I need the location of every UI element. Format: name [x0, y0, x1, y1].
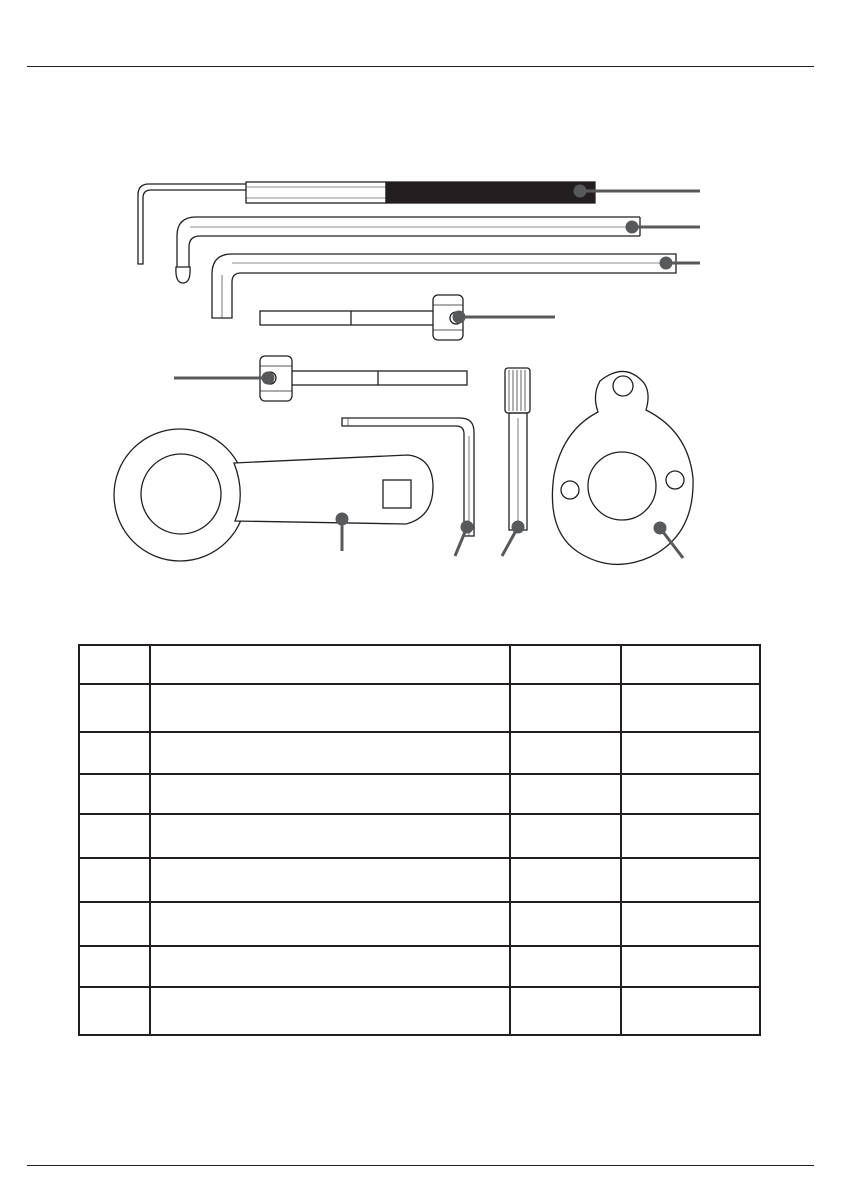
- locking-pin-right-head: [260, 295, 463, 340]
- table-cell: [79, 684, 150, 732]
- table-cell: [510, 902, 621, 946]
- table-row: [79, 946, 760, 987]
- table-row: [79, 902, 760, 946]
- table-cell: [621, 774, 760, 814]
- table-cell: [150, 814, 510, 858]
- table-cell: [621, 987, 760, 1035]
- table-cell: [79, 774, 150, 814]
- table-cell: [510, 684, 621, 732]
- table-cell: [79, 732, 150, 774]
- table-cell: [510, 946, 621, 987]
- table-cell: [621, 902, 760, 946]
- flywheel-holding-tool: [114, 429, 433, 561]
- table-cell: [510, 774, 621, 814]
- table-cell: [621, 684, 760, 732]
- table-cell: [510, 987, 621, 1035]
- table-row: [79, 814, 760, 858]
- header-cell-item: [79, 645, 150, 684]
- header-cell-part-number: [510, 645, 621, 684]
- locking-pin-left-head: [260, 356, 467, 401]
- table-cell: [510, 858, 621, 902]
- table-cell: [621, 946, 760, 987]
- table-cell: [150, 946, 510, 987]
- long-ball-hex-key-with-handle: [138, 182, 595, 264]
- table-cell: [510, 814, 621, 858]
- table-cell: [150, 684, 510, 732]
- knurled-locking-pin: [505, 368, 530, 530]
- table-cell: [79, 814, 150, 858]
- table-cell: [150, 858, 510, 902]
- table-cell: [79, 858, 150, 902]
- table-cell: [150, 732, 510, 774]
- table-row: [79, 858, 760, 902]
- table-cell: [510, 732, 621, 774]
- table-row: [79, 774, 760, 814]
- parts-table: [78, 644, 761, 1036]
- table-cell: [621, 732, 760, 774]
- table-cell: [621, 858, 760, 902]
- header-cell-quantity: [621, 645, 760, 684]
- table-row: [79, 987, 760, 1035]
- table-cell: [79, 987, 150, 1035]
- bottom-rule: [27, 1165, 814, 1166]
- table-row: [79, 732, 760, 774]
- table-cell: [79, 902, 150, 946]
- table-row: [79, 684, 760, 732]
- timing-disc-plate: [552, 371, 693, 564]
- table-cell: [621, 814, 760, 858]
- table-cell: [150, 987, 510, 1035]
- table-header-row: [79, 645, 760, 684]
- table-cell: [79, 946, 150, 987]
- table-cell: [150, 774, 510, 814]
- header-cell-description: [150, 645, 510, 684]
- table-cell: [150, 902, 510, 946]
